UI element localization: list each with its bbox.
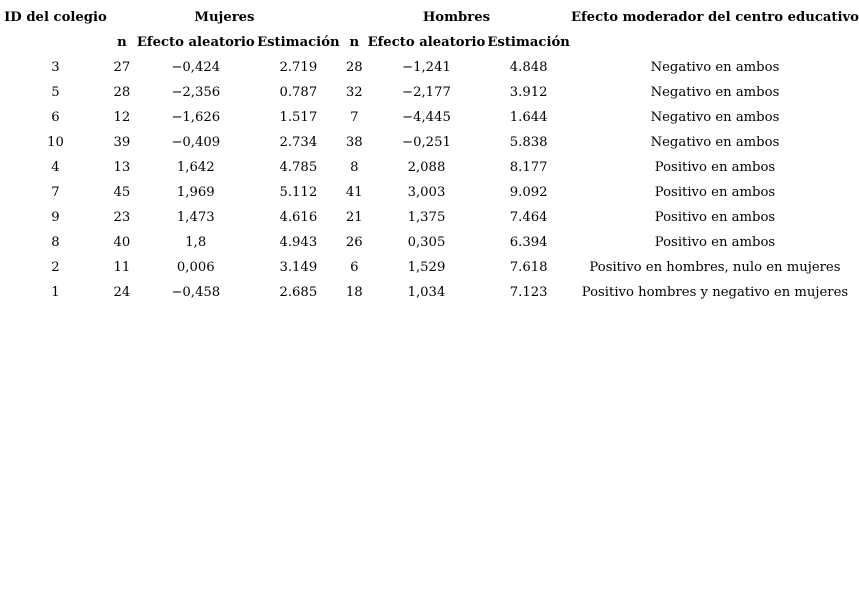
table-row [4,230,859,255]
cell-efecto-mujeres: −2,356 [171,85,221,100]
cell-n-hombres: 26 [345,235,363,250]
cell-n-hombres: 41 [345,185,363,200]
cell-efecto-moderador: Positivo en ambos [654,160,776,175]
subheader-efecto-mujeres: Efecto aleatorio [136,35,255,50]
cell-estimacion-hombres: 7.618 [509,260,548,275]
col-header-mujeres: Mujeres [194,10,255,25]
subheader-empty-efecto [571,30,859,55]
cell-efecto-mujeres: 1,969 [176,185,215,200]
cell-id: 2 [51,260,60,275]
cell-estimacion-mujeres: 2.685 [279,285,318,300]
cell-n-mujeres: 11 [113,260,131,275]
col-header-efecto: Efecto moderador del centro educativo [570,10,859,25]
cell-n-mujeres: 24 [113,285,131,300]
cell-n-mujeres: 28 [113,85,131,100]
cell-estimacion-mujeres: 1.517 [279,110,318,125]
table-row [4,205,859,230]
table-row [4,80,859,105]
cell-efecto-moderador: Positivo en ambos [654,185,776,200]
table-row [4,55,859,80]
cell-id: 3 [51,60,60,75]
results-table [4,5,859,305]
cell-efecto-moderador: Positivo hombres y negativo en mujeres [581,285,849,300]
cell-id: 4 [51,160,60,175]
cell-efecto-hombres: 2,088 [407,160,446,175]
cell-estimacion-mujeres: 4.943 [279,235,318,250]
cell-efecto-hombres: 1,375 [407,210,446,225]
cell-efecto-mujeres: −0,458 [171,285,221,300]
cell-n-mujeres: 45 [113,185,131,200]
col-header-hombres: Hombres [422,10,491,25]
cell-n-mujeres: 27 [113,60,131,75]
cell-efecto-hombres: 0,305 [407,235,446,250]
cell-estimacion-mujeres: 5.112 [279,185,318,200]
cell-estimacion-mujeres: 4.616 [279,210,318,225]
cell-estimacion-mujeres: 0.787 [279,85,318,100]
cell-estimacion-hombres: 8.177 [509,160,548,175]
cell-id: 1 [51,285,60,300]
cell-estimacion-hombres: 3.912 [509,85,548,100]
cell-efecto-mujeres: −0,409 [171,135,221,150]
cell-efecto-hombres: 1,034 [407,285,446,300]
cell-n-hombres: 7 [350,110,359,125]
cell-estimacion-mujeres: 2.719 [279,60,318,75]
cell-id: 6 [51,110,60,125]
subheader-efecto-hombres: Efecto aleatorio [367,35,486,50]
table-row [4,130,859,155]
cell-id: 10 [47,135,64,150]
cell-n-mujeres: 13 [113,160,131,175]
cell-efecto-hombres: −0,251 [402,135,451,150]
subheader-n-hombres: n [349,35,360,50]
cell-estimacion-mujeres: 4.785 [279,160,318,175]
cell-n-hombres: 21 [345,210,363,225]
cell-efecto-mujeres: 1,8 [185,235,207,250]
cell-estimacion-hombres: 7.464 [509,210,548,225]
cell-efecto-hombres: −1,241 [402,60,451,75]
cell-n-hombres: 32 [345,85,363,100]
cell-n-hombres: 6 [350,260,359,275]
cell-efecto-moderador: Negativo en ambos [650,135,780,150]
col-header-id: ID del colegio [4,10,107,25]
cell-n-hombres: 8 [350,160,359,175]
cell-efecto-moderador: Positivo en ambos [654,235,776,250]
cell-n-hombres: 18 [345,285,363,300]
cell-estimacion-mujeres: 3.149 [279,260,318,275]
cell-estimacion-hombres: 5.838 [509,135,548,150]
cell-efecto-hombres: −4,445 [402,110,451,125]
cell-efecto-mujeres: −0,424 [171,60,221,75]
cell-n-hombres: 38 [345,135,363,150]
cell-efecto-moderador: Negativo en ambos [650,110,780,125]
cell-estimacion-mujeres: 2.734 [279,135,318,150]
cell-efecto-hombres: 3,003 [407,185,446,200]
table-row [4,105,859,130]
cell-efecto-mujeres: 0,006 [176,260,215,275]
subheader-row [4,30,859,55]
cell-n-mujeres: 12 [113,110,131,125]
table-row [4,155,859,180]
cell-efecto-moderador: Negativo en ambos [650,85,780,100]
cell-efecto-moderador: Negativo en ambos [650,60,780,75]
table-row [4,280,859,305]
cell-id: 5 [51,85,60,100]
table-row [4,255,859,280]
subheader-n-mujeres: n [117,35,127,50]
cell-efecto-moderador: Positivo en hombres, nulo en mujeres [589,260,841,275]
subheader-empty [4,30,107,55]
table-row [4,180,859,205]
cell-estimacion-hombres: 6.394 [509,235,548,250]
cell-n-mujeres: 23 [113,210,131,225]
cell-efecto-hombres: −2,177 [402,85,451,100]
table-head [4,5,859,55]
cell-estimacion-hombres: 4.848 [509,60,548,75]
cell-n-mujeres: 39 [113,135,131,150]
cell-efecto-hombres: 1,529 [407,260,446,275]
cell-id: 7 [51,185,60,200]
cell-estimacion-hombres: 7.123 [509,285,548,300]
cell-efecto-moderador: Positivo en ambos [654,210,776,225]
subheader-estimacion-hombres: Estimación [487,35,570,50]
cell-n-hombres: 28 [345,60,363,75]
header-row [4,5,859,30]
cell-estimacion-hombres: 1.644 [509,110,548,125]
cell-n-mujeres: 40 [113,235,131,250]
cell-id: 9 [51,210,60,225]
subheader-estimacion-mujeres: Estimación [257,35,340,50]
cell-efecto-mujeres: −1,626 [171,110,221,125]
cell-efecto-mujeres: 1,473 [176,210,215,225]
table-body [4,55,859,305]
cell-estimacion-hombres: 9.092 [509,185,548,200]
cell-efecto-mujeres: 1,642 [176,160,215,175]
cell-id: 8 [51,235,60,250]
